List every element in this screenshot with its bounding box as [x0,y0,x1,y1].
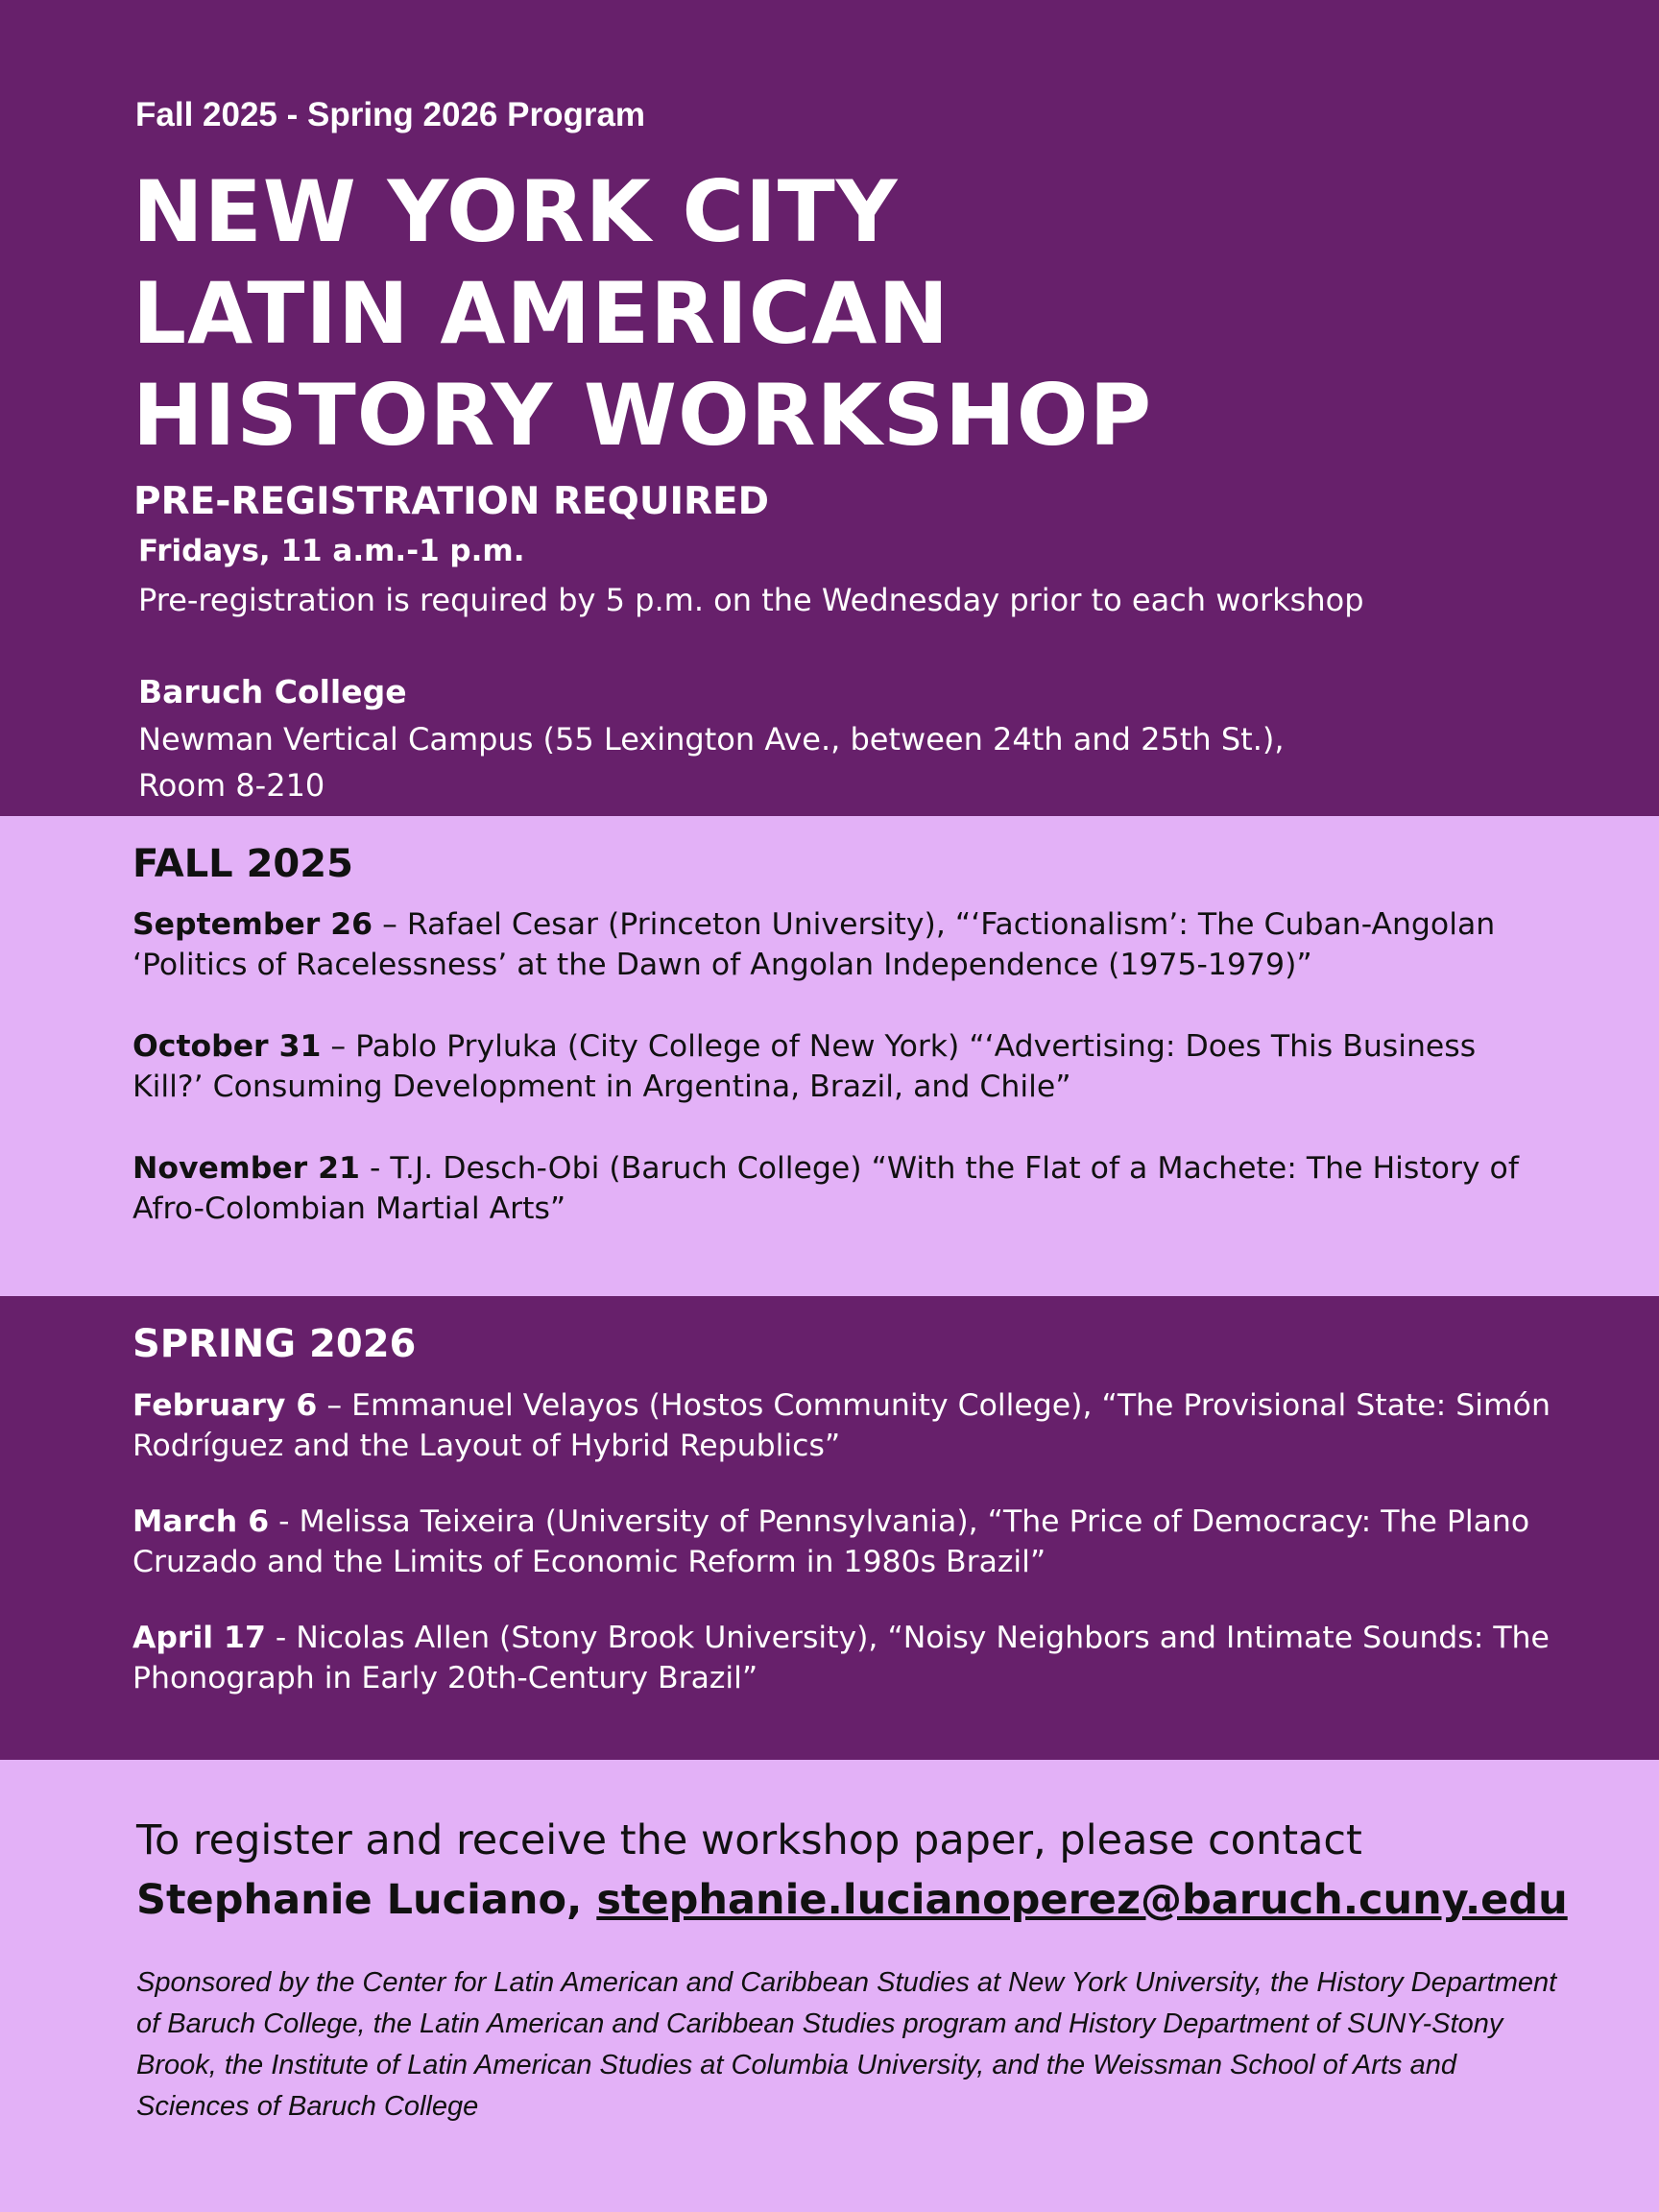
venue-name: Baruch College [138,673,407,710]
title-line: LATIN AMERICAN [132,264,950,363]
meeting-time: Fridays, 11 a.m.-1 p.m. [138,534,525,568]
event-item [132,1148,1553,1229]
program-label: Fall 2025 - Spring 2026 Program [135,96,646,133]
contact-block [136,1811,1596,1930]
event-item [132,1502,1553,1582]
event-details: - T.J. Desch-Obi (Baruch College) “With the Flat of a Machete: The History of Afro-Colombian Martial Arts” [132,1151,1519,1226]
event-date: April 17 [132,1621,266,1655]
venue-address-line: Room 8-210 [138,767,325,804]
preregistration-heading: PRE-REGISTRATION REQUIRED [133,480,770,523]
title-line: HISTORY WORKSHOP [132,366,1153,465]
event-details: – Emmanuel Velayos (Hostos Community College), “The Provisional State: Simón Rodríguez and the Layout of Hybrid Republics” [132,1388,1551,1463]
fall-section [0,816,1659,1296]
event-date: November 21 [132,1151,360,1186]
event-item [132,904,1553,985]
registration-deadline: Pre-registration is required by 5 p.m. on the Wednesday prior to each workshop [138,582,1364,618]
footer-section [0,1760,1659,2212]
spring-heading: SPRING 2026 [132,1322,417,1366]
contact-name: Stephanie Luciano, [136,1876,597,1924]
event-details: - Melissa Teixeira (University of Pennsylvania), “The Price of Democracy: The Plano Cruzado and the Limits of Economic Reform in 1980s Brazil” [132,1504,1530,1579]
venue-address-line: Newman Vertical Campus (55 Lexington Ave., between 24th and 25th St.), [138,721,1285,757]
event-item [132,1385,1553,1466]
event-details: - Nicolas Allen (Stony Brook University), “Noisy Neighbors and Intimate Sounds: The Phonograph in Early 20th-Century Brazil” [132,1621,1550,1695]
sponsor-text: Sponsored by the Center for Latin American and Caribbean Studies at New York University, the History Department of Baruch College, the Latin American and Caribbean Studies program and History Department of SUNY-Stony Brook, the Institute of Latin American Studies at Columbia University, and the Weissman School of Arts and Sciences of Baruch College [136,1967,1557,2122]
event-item [132,1618,1553,1698]
event-date: October 31 [132,1029,322,1064]
venue-address [138,716,1463,808]
title-line: NEW YORK CITY [132,162,899,261]
event-date: February 6 [132,1388,318,1423]
event-details: – Pablo Pryluka (City College of New York) “‘Advertising: Does This Business Kill?’ Consuming Development in Argentina, Brazil, and Chile” [132,1029,1477,1104]
fall-heading: FALL 2025 [132,842,353,886]
page-title [132,161,1152,467]
spring-section [0,1296,1659,1760]
event-date: March 6 [132,1504,270,1539]
event-details: – Rafael Cesar (Princeton University), “‘Factionalism’: The Cuban-Angolan ‘Politics of Racelessness’ at the Dawn of Angolan Independence (1975-1979)” [132,907,1496,982]
contact-email-link[interactable]: stephanie.lucianoperez@baruch.cuny.edu [596,1876,1568,1924]
contact-line [136,1870,1596,1930]
event-item [132,1026,1553,1107]
event-date: September 26 [132,907,373,942]
header-section [0,0,1659,816]
contact-intro: To register and receive the workshop paper, please contact [136,1816,1362,1864]
